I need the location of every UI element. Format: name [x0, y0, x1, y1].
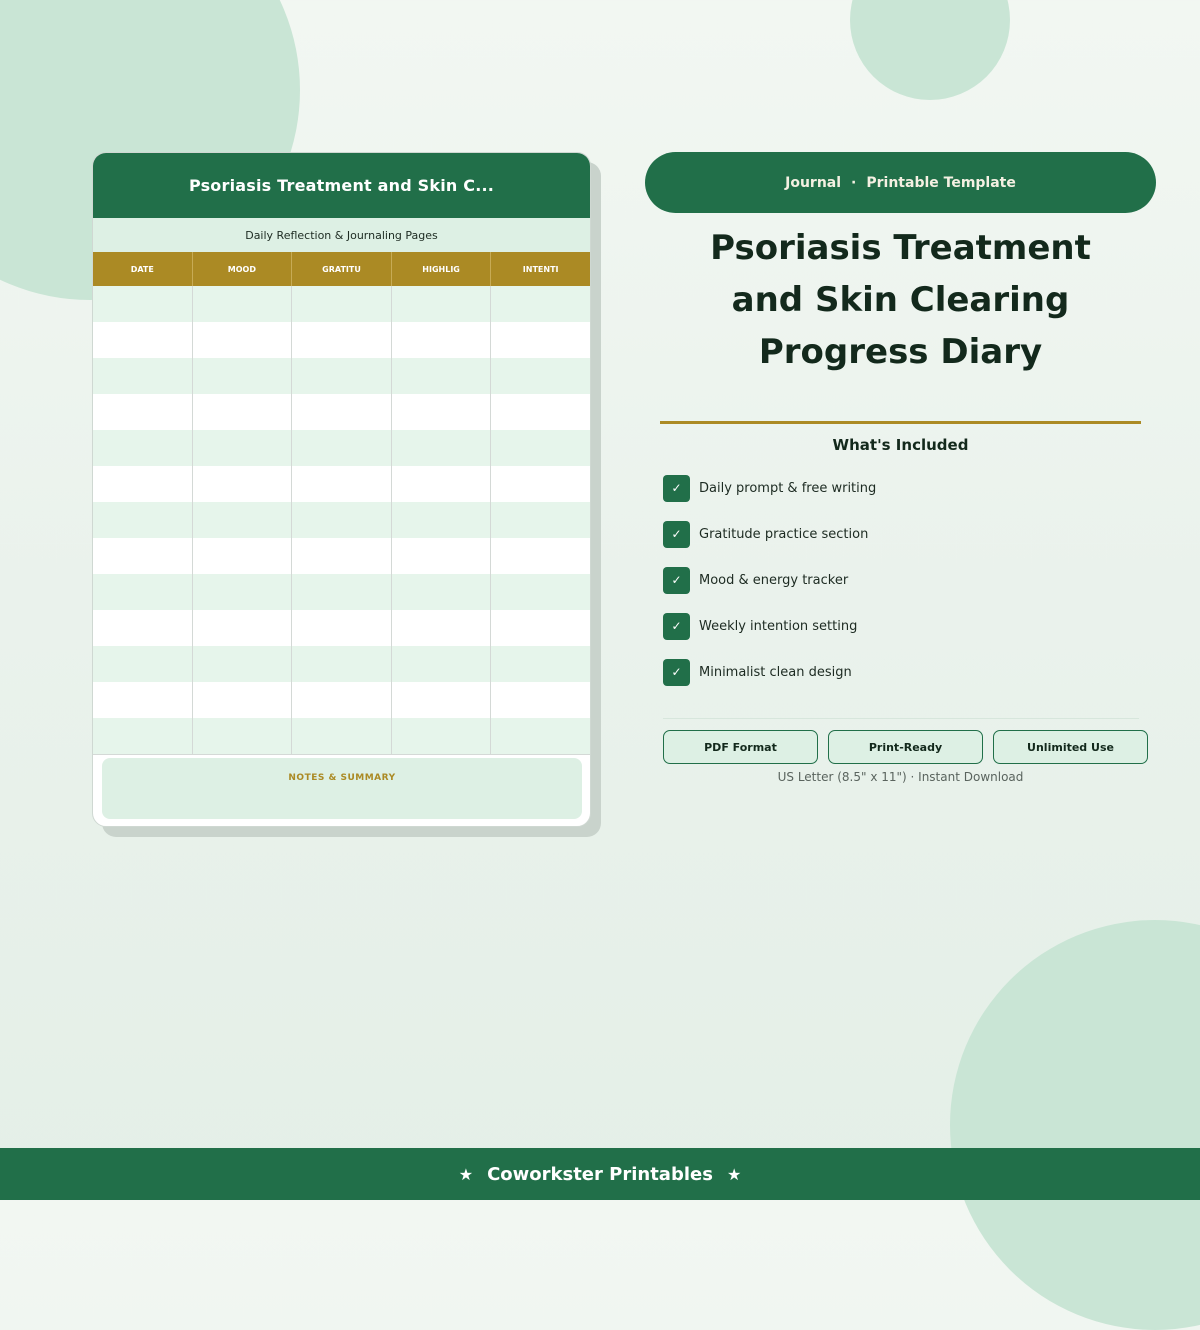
- table-cell: [491, 682, 590, 718]
- table-header: [93, 252, 590, 286]
- table-cell: [392, 574, 492, 610]
- table-cell: [93, 682, 193, 718]
- brand-name: Coworkster Printables: [487, 1163, 713, 1185]
- table-cell: [392, 358, 492, 394]
- pdf-format-badge: PDF Format: [663, 730, 818, 764]
- table-cell: [292, 394, 392, 430]
- table-cell: [193, 394, 293, 430]
- feature-label: Daily prompt & free writing: [699, 480, 877, 496]
- table-cell: [491, 430, 590, 466]
- feature-label: Mood & energy tracker: [699, 572, 849, 588]
- table-cell: [292, 646, 392, 682]
- table-cell: [292, 538, 392, 574]
- table-cell: [491, 358, 590, 394]
- table-cell: [193, 286, 293, 322]
- table-cell: [193, 358, 293, 394]
- preview-header: Psoriasis Treatment and Skin C...: [93, 153, 590, 218]
- table-cell: [93, 538, 193, 574]
- table-cell: [491, 718, 590, 754]
- table-cell: [392, 718, 492, 754]
- table-cell: [392, 394, 492, 430]
- title-line: Progress Diary: [758, 332, 1043, 372]
- table-cell: [193, 466, 293, 502]
- table-cell: [292, 322, 392, 358]
- table-cell: [491, 646, 590, 682]
- table-cell: [292, 358, 392, 394]
- table-cell: [292, 682, 392, 718]
- table-cell: [193, 322, 293, 358]
- table-row: [93, 394, 590, 430]
- table-cell: [93, 394, 193, 430]
- table-row: [93, 610, 590, 646]
- table-cell: [292, 502, 392, 538]
- table-cell: [93, 610, 193, 646]
- table-cell: [93, 574, 193, 610]
- table-cell: [193, 430, 293, 466]
- table-body: [93, 286, 590, 755]
- table-cell: [491, 574, 590, 610]
- table-cell: [193, 502, 293, 538]
- pill-separator: ·: [851, 174, 857, 191]
- check-icon: ✓: [663, 659, 690, 686]
- table-cell: [392, 322, 492, 358]
- table-cell: [292, 574, 392, 610]
- section-divider: [663, 718, 1139, 719]
- table-cell: [491, 502, 590, 538]
- table-cell: [292, 430, 392, 466]
- table-row: [93, 682, 590, 718]
- format-info: US Letter (8.5" x 11") · Instant Download: [777, 770, 1024, 784]
- check-icon: ✓: [663, 475, 690, 502]
- table-cell: [392, 466, 492, 502]
- feature-item: [663, 658, 852, 686]
- table-cell: [392, 502, 492, 538]
- table-row: [93, 646, 590, 682]
- feature-label: Weekly intention setting: [699, 618, 858, 634]
- column-header-gratitude: GRATITU: [292, 252, 392, 286]
- table-row: [93, 358, 590, 394]
- table-row: [93, 466, 590, 502]
- template-type-label: Printable Template: [866, 174, 1016, 191]
- table-row: [93, 574, 590, 610]
- table-cell: [193, 574, 293, 610]
- table-cell: [292, 466, 392, 502]
- table-cell: [491, 286, 590, 322]
- template-preview-card: [92, 152, 591, 827]
- feature-item: [663, 474, 876, 502]
- table-cell: [292, 610, 392, 646]
- unlimited-use-badge: Unlimited Use: [993, 730, 1148, 764]
- notes-summary-box: [102, 758, 582, 819]
- table-cell: [93, 322, 193, 358]
- column-header-highlight: HIGHLIG: [392, 252, 492, 286]
- decorative-circle-bottom-right: [950, 920, 1200, 1330]
- notes-summary-label: NOTES & SUMMARY: [288, 773, 396, 783]
- feature-item: [663, 566, 848, 594]
- category-pill: [645, 152, 1156, 213]
- table-cell: [392, 286, 492, 322]
- column-header-date: DATE: [93, 252, 193, 286]
- table-cell: [491, 538, 590, 574]
- table-cell: [193, 682, 293, 718]
- table-cell: [93, 358, 193, 394]
- feature-label: Gratitude practice section: [699, 526, 869, 542]
- star-icon: ★: [458, 1164, 474, 1184]
- title-line: Psoriasis Treatment: [710, 228, 1091, 268]
- category-label: Journal: [785, 174, 842, 191]
- feature-item: [663, 520, 868, 548]
- title-line: and Skin Clearing: [731, 280, 1070, 320]
- table-cell: [392, 610, 492, 646]
- table-cell: [392, 538, 492, 574]
- whats-included-heading: What's Included: [832, 436, 969, 454]
- check-icon: ✓: [663, 521, 690, 548]
- table-row: [93, 430, 590, 466]
- footer-banner: [0, 1148, 1200, 1200]
- table-cell: [193, 538, 293, 574]
- table-row: [93, 502, 590, 538]
- table-cell: [392, 430, 492, 466]
- column-header-mood: MOOD: [193, 252, 293, 286]
- star-icon: ★: [726, 1164, 742, 1184]
- table-cell: [292, 718, 392, 754]
- check-icon: ✓: [663, 613, 690, 640]
- product-title: [645, 222, 1156, 378]
- table-cell: [292, 286, 392, 322]
- table-cell: [392, 682, 492, 718]
- preview-subtitle: Daily Reflection & Journaling Pages: [93, 218, 590, 252]
- table-cell: [93, 430, 193, 466]
- table-cell: [93, 718, 193, 754]
- check-icon: ✓: [663, 567, 690, 594]
- decorative-circle-top-right: [850, 0, 1010, 100]
- table-row: [93, 718, 590, 754]
- table-row: [93, 322, 590, 358]
- table-cell: [193, 610, 293, 646]
- print-ready-badge: Print-Ready: [828, 730, 983, 764]
- table-cell: [193, 718, 293, 754]
- table-cell: [491, 610, 590, 646]
- table-cell: [392, 646, 492, 682]
- table-cell: [193, 646, 293, 682]
- table-cell: [491, 466, 590, 502]
- feature-item: [663, 612, 857, 640]
- table-cell: [491, 322, 590, 358]
- table-cell: [93, 646, 193, 682]
- table-cell: [93, 286, 193, 322]
- table-cell: [93, 466, 193, 502]
- table-row: [93, 286, 590, 322]
- table-row: [93, 538, 590, 574]
- feature-label: Minimalist clean design: [699, 664, 852, 680]
- column-header-intention: INTENTI: [522, 264, 559, 274]
- table-cell: [491, 394, 590, 430]
- gold-divider: [660, 421, 1141, 424]
- table-cell: [93, 502, 193, 538]
